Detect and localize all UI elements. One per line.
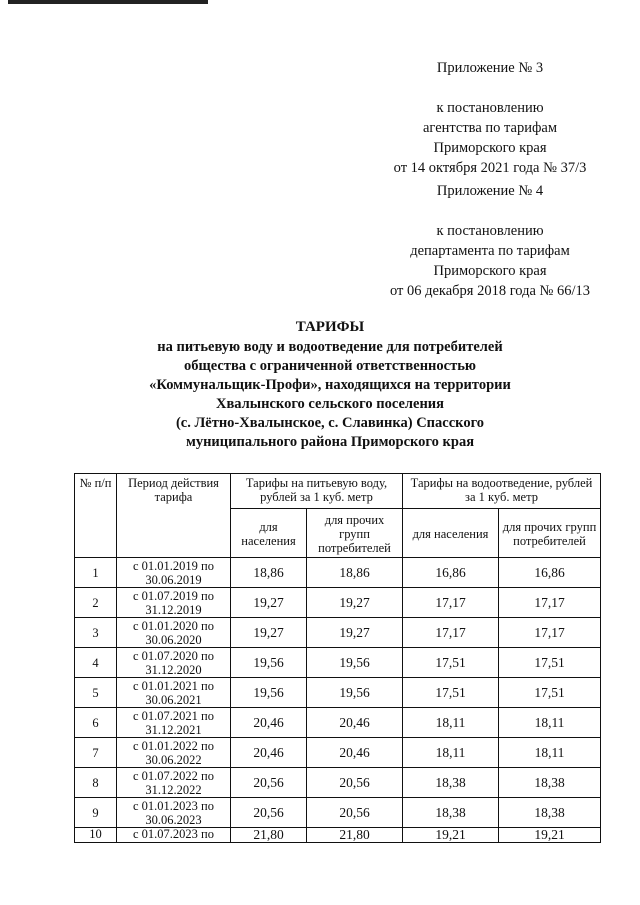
water-population-value: 19,56 bbox=[231, 678, 307, 708]
sewage-other-value: 18,38 bbox=[499, 798, 601, 828]
title-line-3: «Коммунальщик-Профи», находящихся на территории bbox=[149, 377, 511, 393]
sewage-population-value: 17,51 bbox=[403, 678, 499, 708]
row-period: с 01.01.2023 по 30.06.2023 bbox=[117, 798, 231, 828]
sewage-population-value: 19,21 bbox=[403, 828, 499, 843]
header-water-population: для населения bbox=[231, 509, 307, 558]
row-period: с 01.01.2021 по 30.06.2021 bbox=[117, 678, 231, 708]
sewage-other-value: 17,51 bbox=[499, 648, 601, 678]
header-water-other: для прочих групп потребителей bbox=[307, 509, 403, 558]
row-number: 2 bbox=[75, 588, 117, 618]
table-row bbox=[75, 768, 601, 798]
water-population-value: 19,56 bbox=[231, 648, 307, 678]
water-population-value: 19,27 bbox=[231, 618, 307, 648]
table-row bbox=[75, 828, 601, 843]
appendix-4-line-4: от 06 декабря 2018 года № 66/13 bbox=[389, 283, 591, 299]
table-row bbox=[75, 798, 601, 828]
appendix-4-header bbox=[372, 181, 608, 301]
table-row bbox=[75, 588, 601, 618]
appendix-3-line-3: Приморского края bbox=[433, 140, 547, 156]
row-number: 8 bbox=[75, 768, 117, 798]
row-number: 1 bbox=[75, 558, 117, 588]
title-line-4: Хвалынского сельского поселения bbox=[215, 396, 444, 412]
row-number: 10 bbox=[75, 828, 117, 843]
row-number: 6 bbox=[75, 708, 117, 738]
header-sewage-population: для населения bbox=[403, 509, 499, 558]
row-period: с 01.01.2020 по 30.06.2020 bbox=[117, 618, 231, 648]
water-population-value: 18,86 bbox=[231, 558, 307, 588]
sewage-other-value: 18,38 bbox=[499, 768, 601, 798]
sewage-population-value: 17,17 bbox=[403, 588, 499, 618]
table-row bbox=[75, 618, 601, 648]
appendix-3-title: Приложение № 3 bbox=[436, 60, 544, 76]
water-population-value: 20,46 bbox=[231, 708, 307, 738]
document-title bbox=[110, 318, 550, 452]
row-period: с 01.07.2022 по 31.12.2022 bbox=[117, 768, 231, 798]
header-number: № п/п bbox=[75, 474, 117, 558]
tariffs-table bbox=[74, 473, 601, 843]
sewage-population-value: 18,11 bbox=[403, 708, 499, 738]
table-row bbox=[75, 558, 601, 588]
sewage-population-value: 17,17 bbox=[403, 618, 499, 648]
sewage-population-value: 18,38 bbox=[403, 768, 499, 798]
sewage-population-value: 18,11 bbox=[403, 738, 499, 768]
appendix-4-line-3: Приморского края bbox=[433, 263, 547, 279]
sewage-population-value: 18,38 bbox=[403, 798, 499, 828]
water-other-value: 19,27 bbox=[307, 618, 403, 648]
title-main: ТАРИФЫ bbox=[295, 319, 365, 335]
water-population-value: 20,56 bbox=[231, 798, 307, 828]
table-row bbox=[75, 738, 601, 768]
row-period: с 01.07.2023 по bbox=[117, 828, 231, 843]
water-other-value: 19,27 bbox=[307, 588, 403, 618]
row-number: 7 bbox=[75, 738, 117, 768]
sewage-other-value: 17,17 bbox=[499, 588, 601, 618]
water-population-value: 20,56 bbox=[231, 768, 307, 798]
scan-edge-mark bbox=[8, 0, 208, 4]
water-other-value: 20,46 bbox=[307, 708, 403, 738]
header-sewage-other: для прочих групп потребителей bbox=[499, 509, 601, 558]
title-line-2: общества с ограниченной ответственностью bbox=[184, 358, 476, 374]
water-other-value: 20,56 bbox=[307, 768, 403, 798]
water-other-value: 19,56 bbox=[307, 678, 403, 708]
sewage-other-value: 16,86 bbox=[499, 558, 601, 588]
appendix-3-line-1: к постановлению bbox=[436, 100, 544, 116]
appendix-3-line-2: агентства по тарифам bbox=[423, 120, 557, 136]
sewage-other-value: 17,17 bbox=[499, 618, 601, 648]
water-other-value: 20,56 bbox=[307, 798, 403, 828]
row-period: с 01.07.2021 по 31.12.2021 bbox=[117, 708, 231, 738]
appendix-3-line-4: от 14 октября 2021 года № 37/3 bbox=[393, 160, 587, 176]
water-population-value: 19,27 bbox=[231, 588, 307, 618]
sewage-population-value: 17,51 bbox=[403, 648, 499, 678]
header-period: Период действия тарифа bbox=[117, 474, 231, 558]
sewage-other-value: 18,11 bbox=[499, 738, 601, 768]
table-row bbox=[75, 678, 601, 708]
table-row bbox=[75, 708, 601, 738]
appendix-4-line-2: департамента по тарифам bbox=[410, 243, 570, 259]
sewage-other-value: 18,11 bbox=[499, 708, 601, 738]
row-period: с 01.07.2019 по 31.12.2019 bbox=[117, 588, 231, 618]
title-line-5: (с. Лётно-Хвалынское, с. Славинка) Спасского bbox=[175, 415, 485, 431]
title-line-1: на питьевую воду и водоотведение для потребителей bbox=[157, 339, 503, 355]
table-row bbox=[75, 648, 601, 678]
water-other-value: 18,86 bbox=[307, 558, 403, 588]
water-population-value: 20,46 bbox=[231, 738, 307, 768]
header-water-tariffs: Тарифы на питьевую воду, рублей за 1 куб. метр bbox=[231, 474, 403, 509]
appendix-3-header bbox=[372, 58, 608, 178]
row-period: с 01.01.2022 по 30.06.2022 bbox=[117, 738, 231, 768]
row-period: с 01.07.2020 по 31.12.2020 bbox=[117, 648, 231, 678]
row-number: 3 bbox=[75, 618, 117, 648]
row-number: 9 bbox=[75, 798, 117, 828]
row-period: с 01.01.2019 по 30.06.2019 bbox=[117, 558, 231, 588]
appendix-4-title: Приложение № 4 bbox=[436, 183, 544, 199]
water-other-value: 21,80 bbox=[307, 828, 403, 843]
sewage-population-value: 16,86 bbox=[403, 558, 499, 588]
row-number: 5 bbox=[75, 678, 117, 708]
title-line-6: муниципального района Приморского края bbox=[185, 434, 475, 450]
water-other-value: 20,46 bbox=[307, 738, 403, 768]
row-number: 4 bbox=[75, 648, 117, 678]
sewage-other-value: 17,51 bbox=[499, 678, 601, 708]
header-sewage-tariffs: Тарифы на водоотведение, рублей за 1 куб. метр bbox=[403, 474, 601, 509]
water-other-value: 19,56 bbox=[307, 648, 403, 678]
water-population-value: 21,80 bbox=[231, 828, 307, 843]
sewage-other-value: 19,21 bbox=[499, 828, 601, 843]
appendix-4-line-1: к постановлению bbox=[436, 223, 544, 239]
